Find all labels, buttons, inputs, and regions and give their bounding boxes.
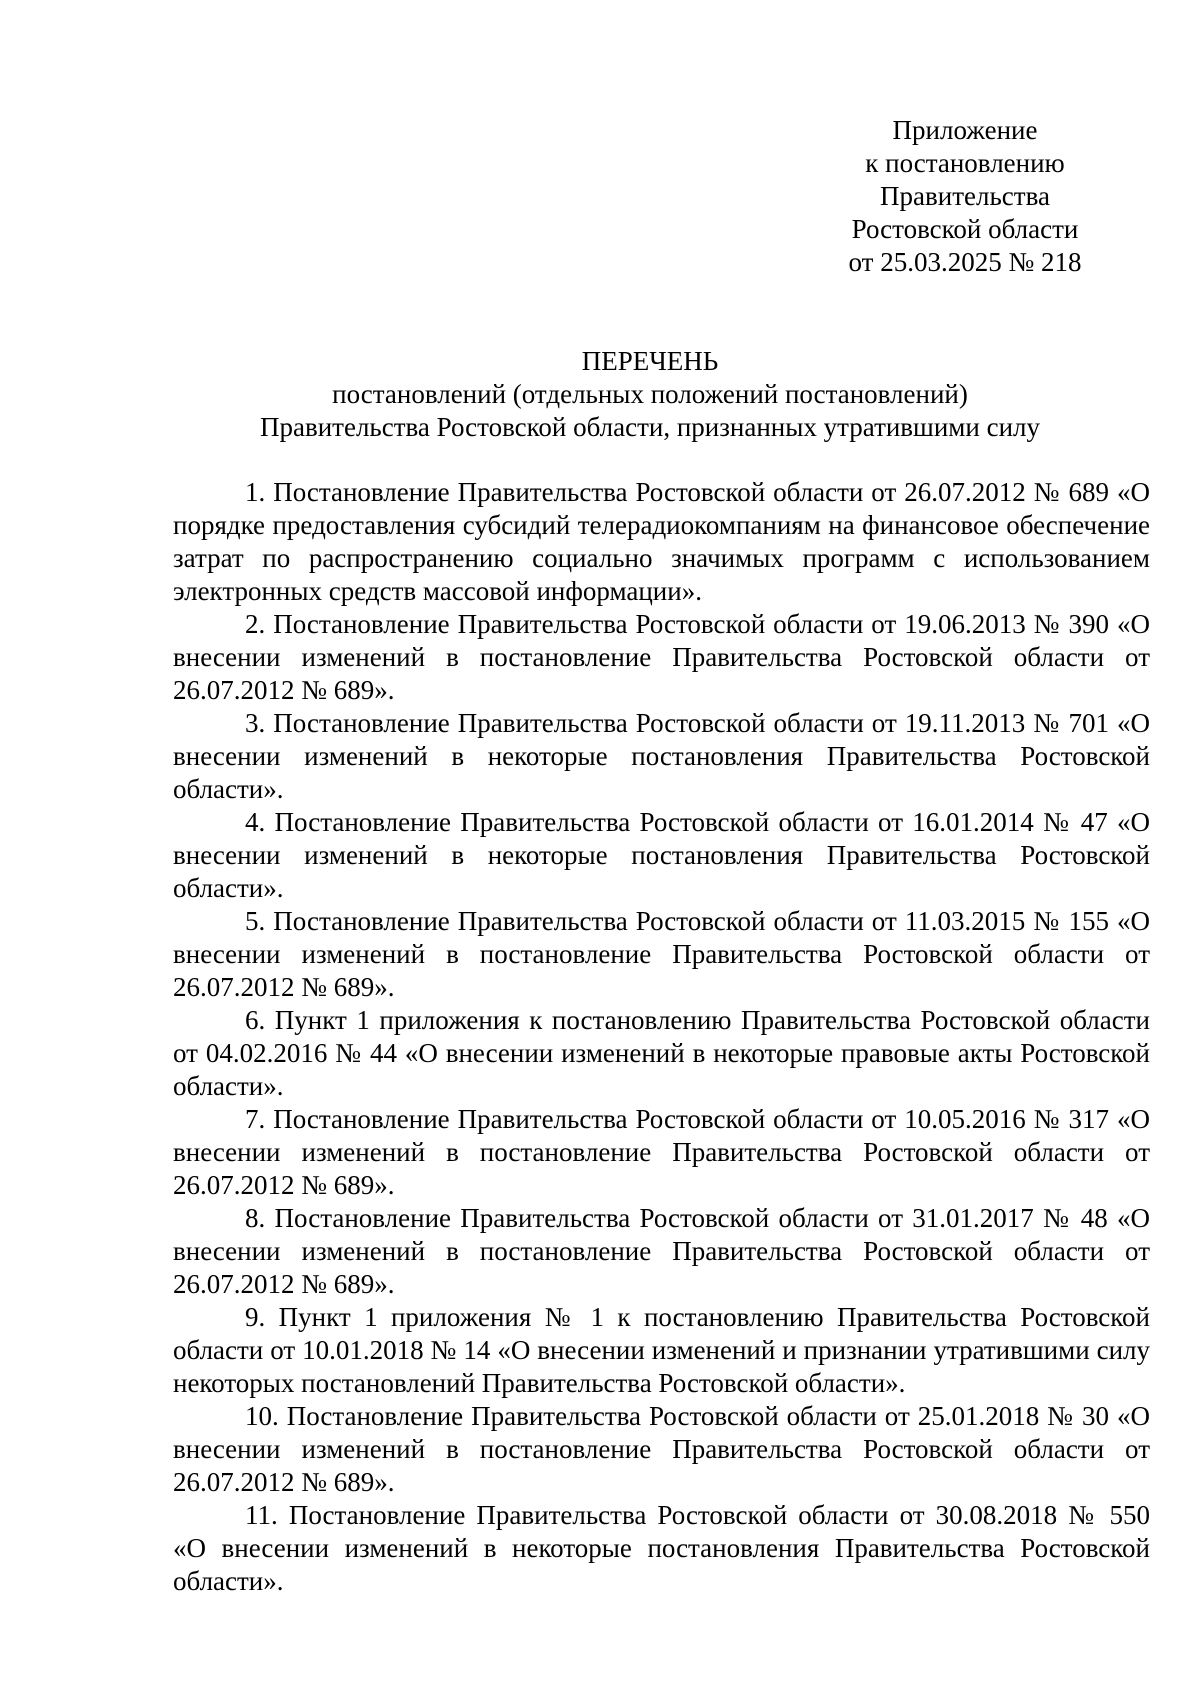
list-item: 10. Постановление Правительства Ростовской области от 25.01.2018 № 30 «О внесении изменений в постановление Правительства Ростовской области от 26.07.2012 № 689». <box>173 1401 1150 1497</box>
list-item: 4. Постановление Правительства Ростовской области от 16.01.2014 № 47 «О внесении изменений в некоторые постановления Правительства Ростовской области». <box>173 807 1150 903</box>
list-item: 5. Постановление Правительства Ростовской области от 11.03.2015 № 155 «О внесении изменений в постановление Правительства Ростовской области от 26.07.2012 № 689». <box>173 906 1150 1002</box>
annex-line-date-number: от 25.03.2025 № 218 <box>848 247 1082 277</box>
document-subtitle-line-1: постановлений (отдельных положений постановлений) <box>332 379 968 409</box>
document-heading: ПЕРЕЧЕНЬ <box>581 346 719 376</box>
list-item: 3. Постановление Правительства Ростовской области от 19.11.2013 № 701 «О внесении изменений в некоторые постановления Правительства Ростовской области». <box>173 708 1150 804</box>
list-item: 6. Пункт 1 приложения к постановлению Правительства Ростовской области от 04.02.2016 № 44 «О внесении изменений в некоторые правовые акты Ростовской области». <box>173 1005 1150 1101</box>
annex-line-government: Правительства <box>880 181 1050 211</box>
list-item: 1. Постановление Правительства Ростовской области от 26.07.2012 № 689 «О порядке предоставления субсидий телерадиокомпаниям на финансовое обеспечение затрат по распространению социально значимых программ с использованием электронных средств массовой информации». <box>173 477 1150 606</box>
list-item: 7. Постановление Правительства Ростовской области от 10.05.2016 № 317 «О внесении изменений в постановление Правительства Ростовской области от 26.07.2012 № 689». <box>173 1104 1150 1200</box>
annex-line-region: Ростовской области <box>851 214 1079 244</box>
list-item: 2. Постановление Правительства Ростовской области от 19.06.2013 № 390 «О внесении изменений в постановление Правительства Ростовской области от 26.07.2012 № 689». <box>173 609 1150 705</box>
document-title <box>150 345 1150 444</box>
annex-header <box>835 114 1095 279</box>
list-item: 8. Постановление Правительства Ростовской области от 31.01.2017 № 48 «О внесении изменений в постановление Правительства Ростовской области от 26.07.2012 № 689». <box>173 1203 1150 1299</box>
list-item: 9. Пункт 1 приложения № 1 к постановлению Правительства Ростовской области от 10.01.2018 № 14 «О внесении изменений и признании утратившими силу некоторых постановлений Правительства Ростовской области». <box>173 1302 1150 1398</box>
list-item: 11. Постановление Правительства Ростовской области от 30.08.2018 № 550 «О внесении изменений в некоторые постановления Правительства Ростовской области». <box>173 1500 1150 1596</box>
resolutions-list <box>173 476 1150 1598</box>
document-subtitle-line-2: Правительства Ростовской области, признанных утратившими силу <box>259 412 1040 442</box>
annex-title: Приложение <box>892 115 1038 145</box>
annex-line-to-resolution: к постановлению <box>865 148 1065 178</box>
